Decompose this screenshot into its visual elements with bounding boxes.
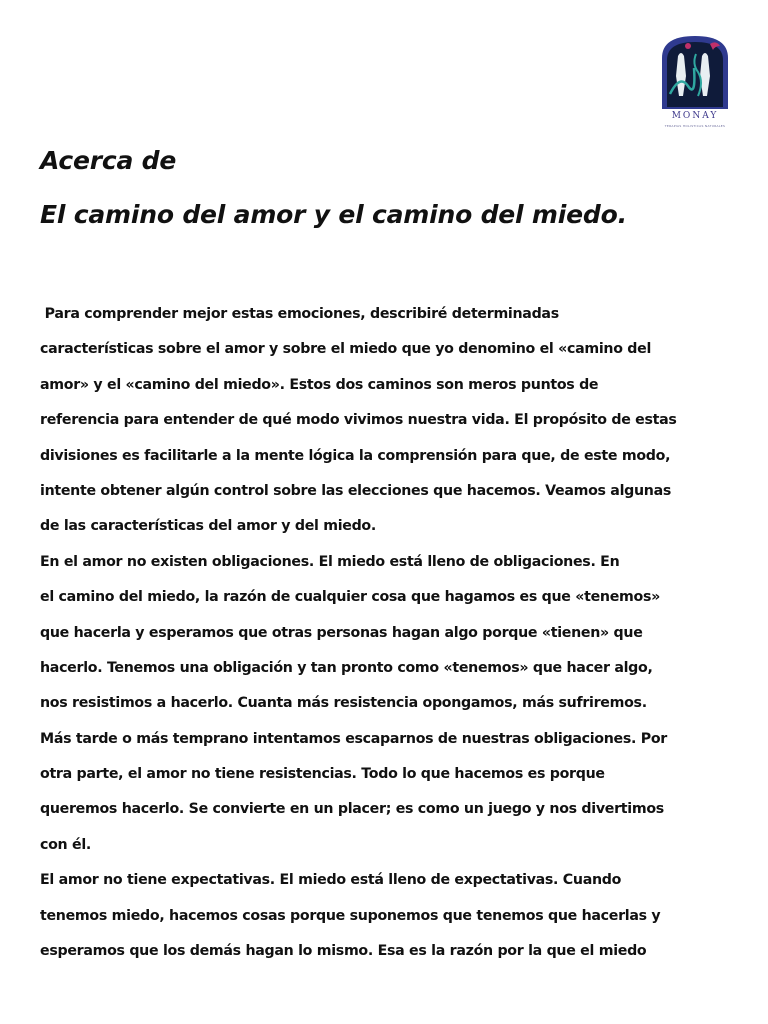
monay-logo (658, 34, 732, 132)
body-line: el camino del miedo, la razón de cualquier cosa que hagamos es que «tenemos» (40, 589, 660, 606)
heading-title: El camino del amor y el camino del miedo. (40, 200, 627, 229)
body-line: intente obtener algún control sobre las elecciones que hacemos. Veamos algunas (40, 482, 672, 499)
body-line: de las características del amor y del miedo. (40, 518, 376, 535)
body-text (40, 297, 740, 969)
body-line: nos resistimos a hacerlo. Cuanta más resistencia opongamos, más sufriremos. (40, 695, 647, 712)
body-line: otra parte, el amor no tiene resistencias. Todo lo que hacemos es porque (40, 766, 605, 783)
logo-brand-subtitle: TERAPIAS HOLISTICAS NATURALES (664, 124, 726, 128)
heading-about: Acerca de (40, 146, 177, 175)
logo-brand-name: MONAY (671, 111, 719, 121)
body-line: tenemos miedo, hacemos cosas porque suponemos que tenemos que hacerlas y (40, 907, 661, 924)
body-line: amor» y el «camino del miedo». Estos dos caminos son meros puntos de (40, 376, 599, 393)
body-line: Más tarde o más temprano intentamos escaparnos de nuestras obligaciones. Por (40, 730, 667, 747)
body-line: Para comprender mejor estas emociones, describiré determinadas (40, 306, 559, 322)
body-line: con él. (40, 836, 91, 853)
body-line: hacerlo. Tenemos una obligación y tan pronto como «tenemos» que hacer algo, (40, 659, 653, 676)
body-line: divisiones es facilitarle a la mente lógica la comprensión para que, de este modo, (40, 447, 671, 464)
body-line: En el amor no existen obligaciones. El miedo está lleno de obligaciones. En (40, 553, 620, 570)
body-line: El amor no tiene expectativas. El miedo está lleno de expectativas. Cuando (40, 872, 622, 889)
body-line: que hacerla y esperamos que otras personas hagan algo porque «tienen» que (40, 624, 643, 641)
body-line: esperamos que los demás hagan lo mismo. Esa es la razón por la que el miedo (40, 943, 647, 960)
logo-flower (685, 43, 691, 49)
body-line: queremos hacerlo. Se convierte en un placer; es como un juego y nos divertimos (40, 801, 664, 818)
body-line: características sobre el amor y sobre el miedo que yo denomino el «camino del (40, 341, 652, 358)
body-line: referencia para entender de qué modo vivimos nuestra vida. El propósito de estas (40, 412, 677, 429)
monay-logo-emblem (658, 34, 732, 110)
